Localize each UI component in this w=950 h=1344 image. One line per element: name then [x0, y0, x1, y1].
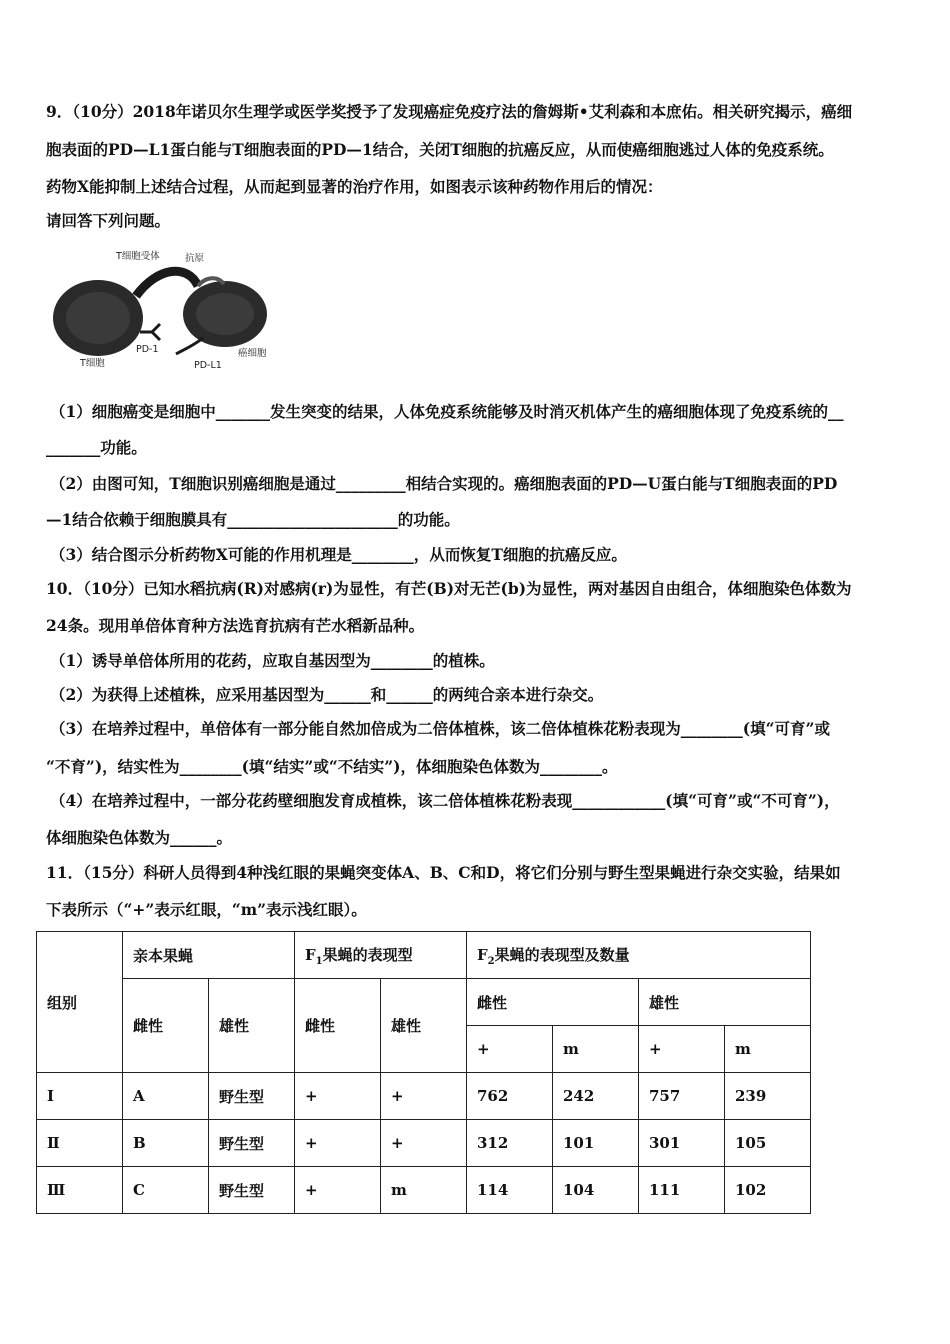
q10-part4-line-2: 体细胞染色体数为______。: [46, 828, 233, 847]
q10-part3-line-1: （3）在培养过程中，单倍体有一部分能自然加倍成为二倍体植株，该二倍体植株花粉表现为________(填“可育”或: [50, 719, 830, 738]
q10-stem-line-2: 24条。现用单倍体育种方法选育抗病有芒水稻新品种。: [46, 616, 425, 635]
q10-part1: （1）诱导单倍体所用的花药，应取自基因型为________的植株。: [50, 651, 495, 670]
q9-part2-line-1: （2）由图可知，T细胞识别癌细胞是通过_________相结合实现的。癌细胞表面的PD—U蛋白能与T细胞表面的PD: [50, 474, 838, 493]
figure-label-receptor: T细胞受体: [116, 251, 160, 262]
header-parents: 亲本果蝇: [123, 932, 295, 979]
header-f2-male-m: m: [725, 1026, 811, 1073]
q9-part1-line-1: （1）细胞癌变是细胞中_______发生突变的结果，人体免疫系统能够及时消灭机体产生的癌细胞体现了免疫系统的__: [50, 402, 844, 421]
header-f2-male-plus: +: [639, 1026, 725, 1073]
header-f2-male: 雄性: [639, 979, 811, 1026]
q9-stem-line-4: 请回答下列问题。: [46, 211, 171, 230]
drosophila-cross-table: [36, 931, 811, 1214]
header-f1: $F_1$果蝇的表现型: [295, 932, 467, 979]
t-cell-receptor-shape: [136, 271, 198, 296]
q9-part3: （3）结合图示分析药物X可能的作用机理是________，从而恢复T细胞的抗癌反应。: [50, 545, 627, 564]
header-group: 组别: [37, 932, 123, 1073]
header-f2: $F_2$果蝇的表现型及数量: [467, 932, 811, 979]
table-row: Ⅲ C 野生型 + m 114 104 111 102: [37, 1167, 811, 1214]
pdl1-shape: [176, 338, 203, 354]
table-row: Ⅱ B 野生型 + + 312 101 301 105: [37, 1120, 811, 1167]
figure-label-pd1: PD-1: [136, 344, 159, 355]
q11-stem-line-2: 下表所示（“+”表示红眼，“m”表示浅红眼）。: [46, 900, 367, 919]
q10-stem-line-1: 10．（10分）已知水稻抗病(R)对感病(r)为显性，有芒(B)对无芒(b)为显性，两对基因自由组合，体细胞染色体数为: [46, 579, 852, 598]
q10-part3-line-2: “不育”)，结实性为________(填“结实”或“不结实”)，体细胞染色体数为________。: [46, 757, 618, 776]
q10-part2: （2）为获得上述植株，应采用基因型为______和______的两纯合亲本进行杂交。: [50, 685, 604, 704]
t-cell-cancer-cell-figure: [48, 246, 288, 374]
q11-stem-line-1: 11．（15分）科研人员得到4种浅红眼的果蝇突变体A、B、C和D，将它们分别与野生型果蝇进行杂交实验，结果如: [46, 863, 841, 882]
pd1-shape: [140, 324, 160, 340]
figure-label-cancer: 癌细胞: [238, 348, 267, 359]
q9-stem-line-3: 药物X能抑制上述结合过程，从而起到显著的治疗作用，如图表示该种药物作用后的情况：: [46, 177, 663, 196]
header-f2-female-m: m: [553, 1026, 639, 1073]
q9-part2-line-2: —1结合依赖于细胞膜具有______________________的功能。: [46, 510, 460, 529]
header-f2-female-plus: +: [467, 1026, 553, 1073]
table-row: Ⅰ A 野生型 + + 762 242 757 239: [37, 1073, 811, 1120]
figure-label-antigen: 抗原: [185, 253, 205, 264]
header-parent-male: 雄性: [209, 979, 295, 1073]
figure-label-tcell: T细胞: [80, 358, 105, 369]
q9-stem-line-2: 胞表面的PD—L1蛋白能与T细胞表面的PD—1结合，关闭T细胞的抗癌反应，从而使癌细胞逃过人体的免疫系统。: [46, 140, 834, 159]
header-f1-male: 雄性: [381, 979, 467, 1073]
q10-part4-line-1: （4）在培养过程中，一部分花药壁细胞发育成植株，该二倍体植株花粉表现____________(填“可育”或“不可育”)，: [50, 791, 840, 810]
figure-label-pdl1: PD-L1: [194, 360, 222, 371]
header-f1-female: 雌性: [295, 979, 381, 1073]
header-f2-female: 雌性: [467, 979, 639, 1026]
q9-stem-line-1: 9．（10分）2018年诺贝尔生理学或医学奖授予了发现癌症免疫疗法的詹姆斯•艾利森和本庶佑。相关研究揭示，癌细: [46, 102, 853, 121]
q9-part1-line-2: _______功能。: [46, 438, 147, 457]
header-parent-female: 雌性: [123, 979, 209, 1073]
